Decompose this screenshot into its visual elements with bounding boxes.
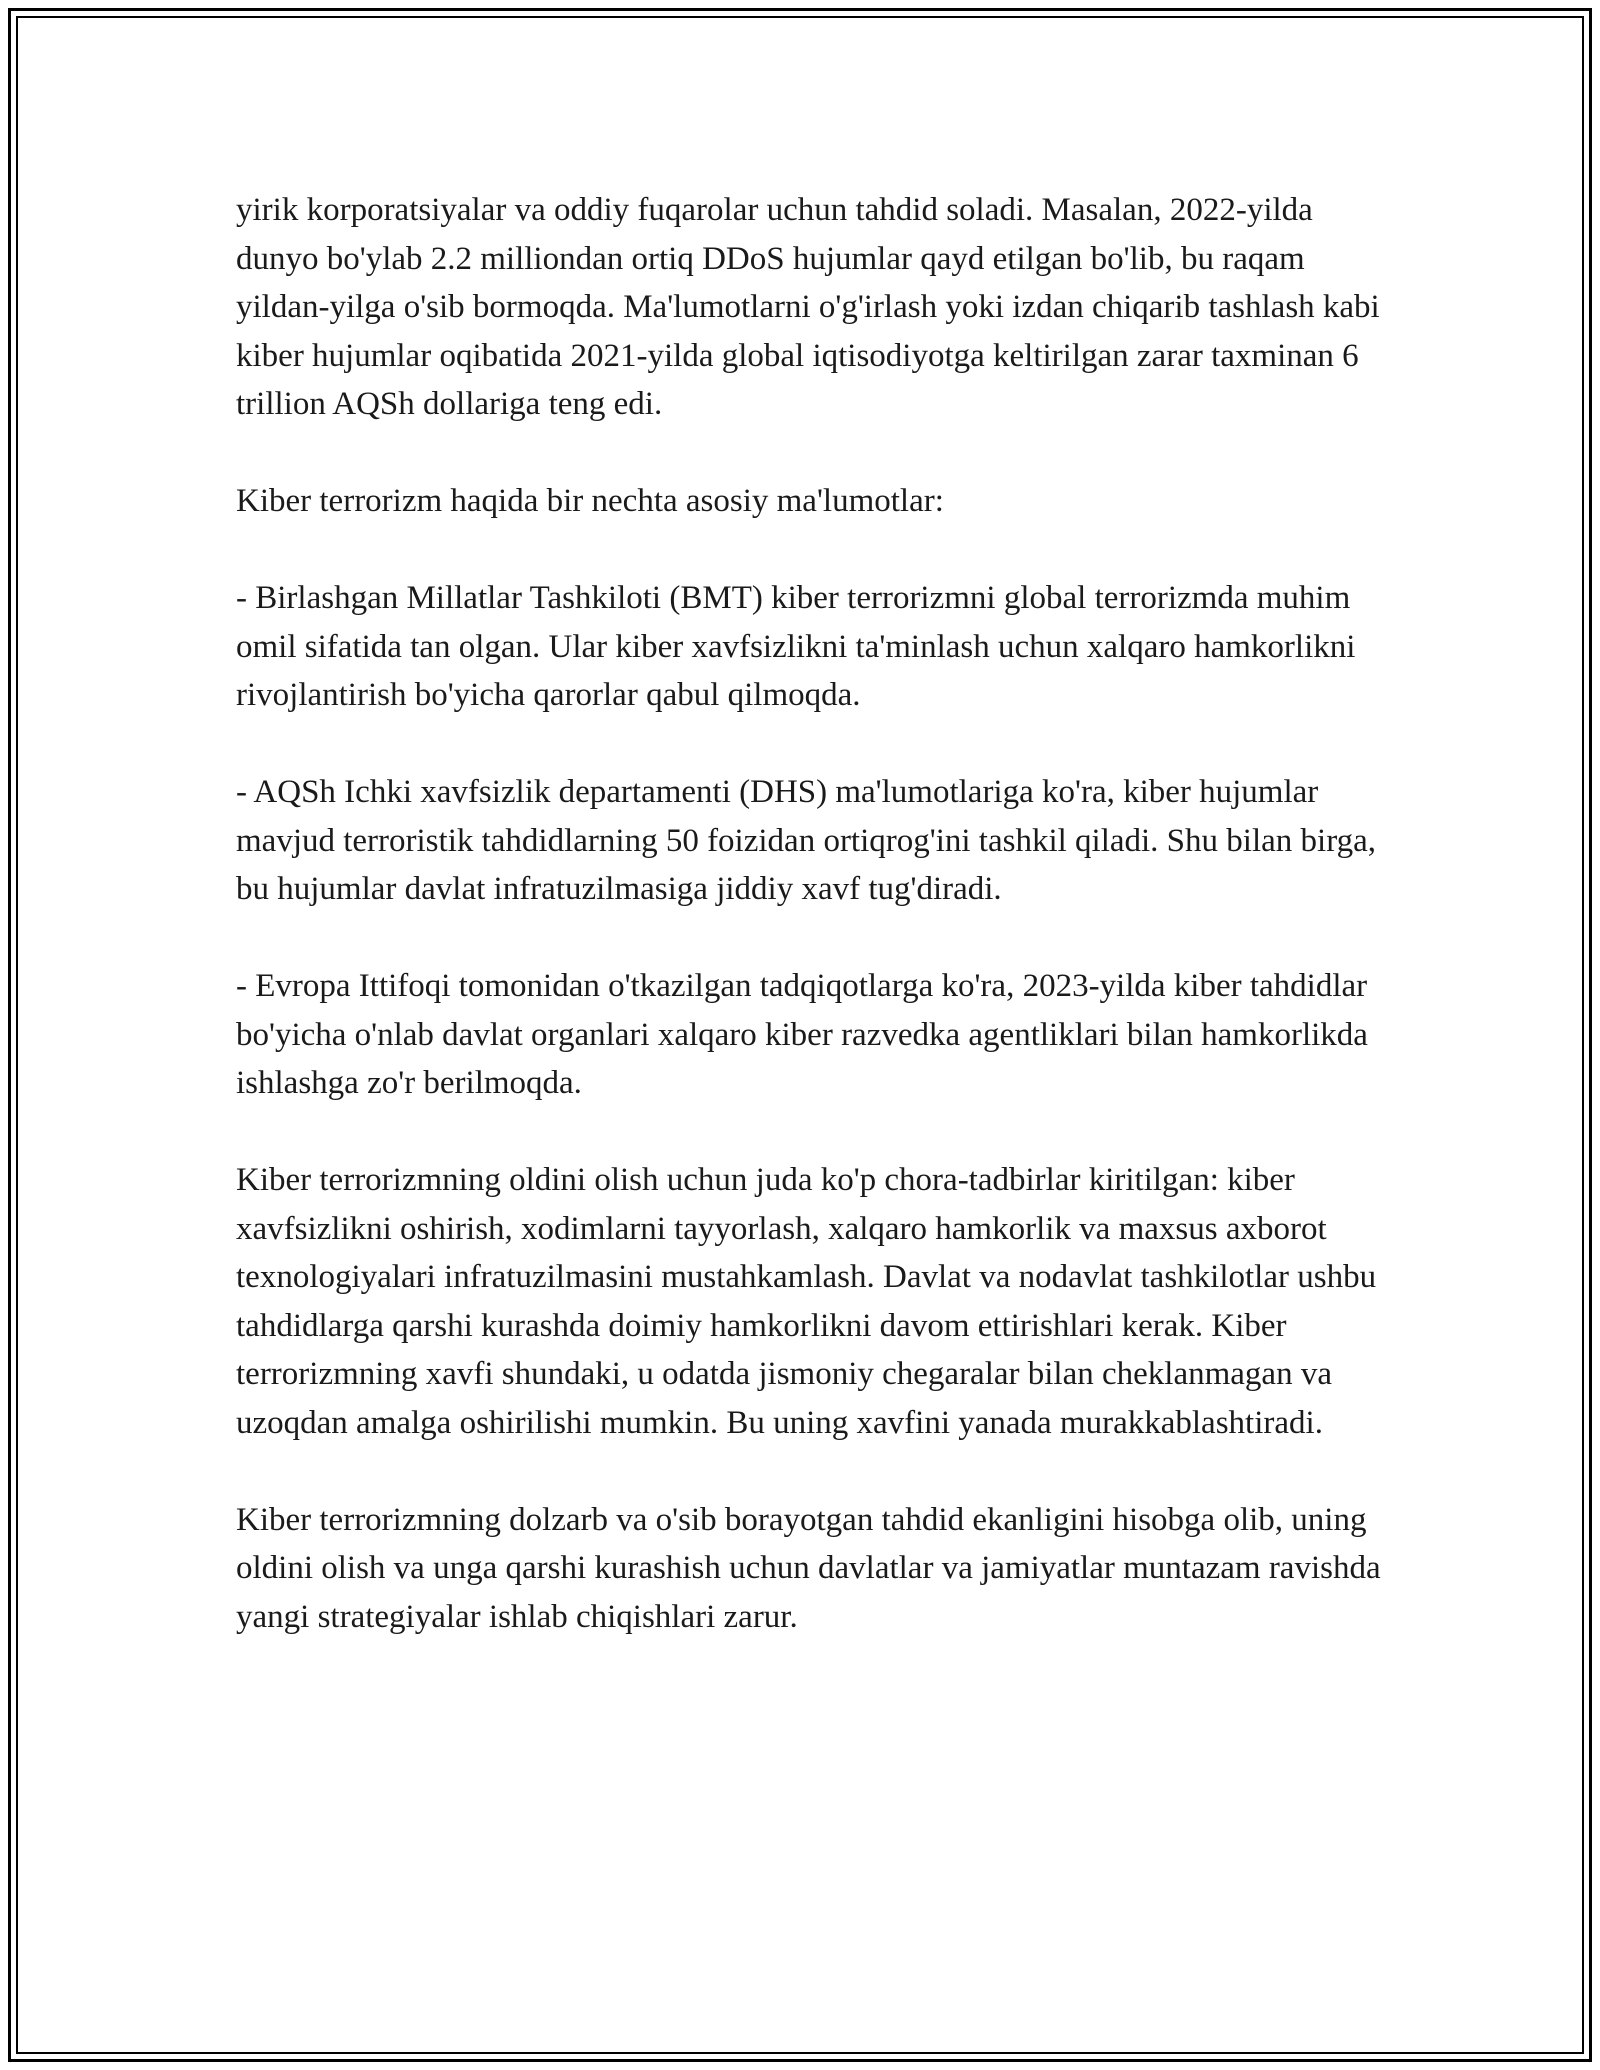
paragraph-bmt: - Birlashgan Millatlar Tashkiloti (BMT) kiber terrorizmni global terrorizmda muhim omil sifatida tan olgan. Ular kiber xavfsizlikni ta'minlash uchun xalqaro hamkorlikni rivojlantirish bo'yicha qarorlar qabul qilmoqda. [236,580,1356,713]
paragraph-intro: yirik korporatsiyalar va oddiy fuqarolar uchun tahdid soladi. Masalan, 2022-yilda dunyo bo'ylab 2.2 milliondan ortiq DDoS hujumlar qayd etilgan bo'lib, bu raqam yildan-yilga o'sib bormoqda. Ma'lumotlarni o'g'irlash yoki izdan chiqarib tashlash kabi kiber hujumlar oqibatida 2021-yilda global iqtisodiyotga keltirilgan zarar taxminan 6 trillion AQSh dollariga teng edi. [236,192,1380,422]
paragraph-prevention: Kiber terrorizmning oldini olish uchun juda ko'p chora-tadbirlar kiritilgan: kiber xavfsizlikni oshirish, xodimlarni tayyorlash, xalqaro hamkorlik va maxsus axborot texnologiyalari infratuzilmasini mustahkamlash. Davlat va nodavlat tashkilotlar ushbu tahdidlarga qarshi kurashda doimiy hamkorlikni davom ettirishlari kerak. Kiber terrorizmning xavfi shundaki, u odatda jismoniy chegaralar bilan cheklanmagan va uzoqdan amalga oshirilishi mumkin. Bu uning xavfini yanada murakkablashtiradi. [236,1162,1377,1441]
document-body [236,186,1386,1690]
paragraph-key-facts-heading: Kiber terrorizm haqida bir nechta asosiy ma'lumotlar: [236,483,944,519]
paragraph-dhs: - AQSh Ichki xavfsizlik departamenti (DHS) ma'lumotlariga ko'ra, kiber hujumlar mavjud terroristik tahdidlarning 50 foizidan ortiqrog'ini tashkil qiladi. Shu bilan birga, bu hujumlar davlat infratuzilmasiga jiddiy xavf tug'diradi. [236,774,1376,907]
paragraph-eu: - Evropa Ittifoqi tomonidan o'tkazilgan tadqiqotlarga ko'ra, 2023-yilda kiber tahdidlar bo'yicha o'nlab davlat organlari xalqaro kiber razvedka agentliklari bilan hamkorlikda ishlashga zo'r berilmoqda. [236,968,1368,1101]
paragraph-conclusion: Kiber terrorizmning dolzarb va o'sib borayotgan tahdid ekanligini hisobga olib, uning oldini olish va unga qarshi kurashish uchun davlatlar va jamiyatlar muntazam ravishda yangi strategiyalar ishlab chiqishlari zarur. [236,1501,1381,1635]
